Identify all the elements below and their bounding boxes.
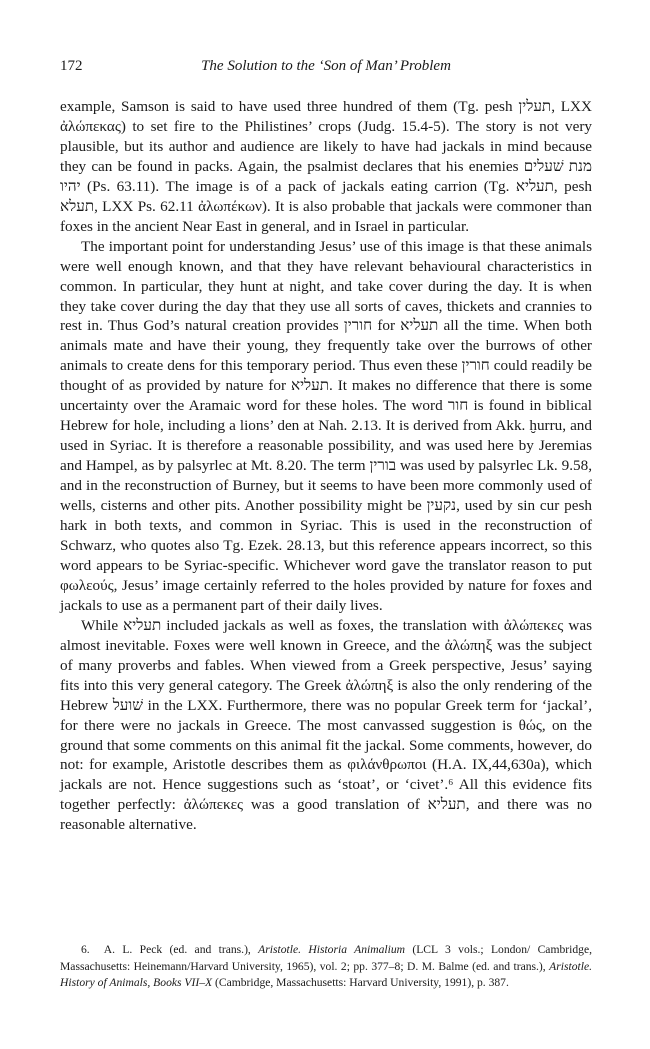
footnote-text-2: (LCL 3 vols.; London/ Cambridge, Massachusetts: Heinemann/Harvard University, 1965), vol. 2; pp. 377–8; D. M. Balme (ed. and trans.), [60,943,592,973]
body-text [60,97,592,835]
paragraph-2: The important point for understanding Jesus’ use of this image is that these animals were well enough known, and that they have relevant behavioural characteristics in common. In particular, they hunt at night, and take cover during the day. It is when they take cover during the day that they use all sorts of caves, thickets and crannies to rest in. Thus God’s natural creation provides חורין for תעליא all the time. When both animals mate and have their young, they frequently take over the burrows of other animals to create dens for this temporary period. Thus even these חורין could readily be thought of as provided by nature for תעליא. It makes no difference that there is some uncertainty over the Aramaic word for these holes. The word חור is found in biblical Hebrew for hole, including a lions’ den at Nah. 2.13. It is derived from Akk. ḫurru, and used in Syriac. It is therefore a reasonable possibility, and was used here by Jeremias and Hampel, as by palsyrlec at Mt. 8.20. The term בורין was used by palsyrlec Lk. 9.58, and in the reconstruction of Burney, but it seems to have been more commonly used of wells, cisterns and other pits. Another possibility might be נקעין, used by sin cur pesh hark in both texts, and common in Syriac. This is used in the reconstruction of Schwarz, who quotes also Tg. Ezek. 28.13, but this reference appears incorrect, so this word appears to be Syriac-specific. Whichever word gave the translator reason to put φωλεούς, Jesus’ image certainly referred to the holes provided by nature for foxes and jackals to use as a permanent part of their daily lives. [60,237,592,614]
page-number: 172 [60,58,83,74]
footnote-title-1: Aristotle. Historia Animalium [258,943,406,956]
footnote-text-3: (Cambridge, Massachusetts: Harvard University, 1991), p. 387. [212,976,509,990]
footnote-text-1: A. L. Peck (ed. and trans.), [103,943,259,956]
paragraph-3: While תעליא included jackals as well as foxes, the translation with ἀλώπεκες was almost inevitable. Foxes were well known in Greece, and the ἀλώπηξ was the subject of many proverbs and fables. When viewed from a Greek perspective, Jesus’ saying fits into this very general category. The Greek ἀλώπηξ is also the only rendering of the Hebrew שׁועל in the LXX. Furthermore, there was no popular Greek term for ‘jackal’, for there were no jackals in Greece. The most canvassed suggestion is θώς, on the ground that some comments on this animal fit the jackal. Some comments, however, do not: for example, Aristotle describes them as φιλάνθρωποι (H.A. IX,44,630a), which jackals are not. Hence suggestions such as ‘stoat’, or ‘civet’.⁶ All this evidence fits together perfectly: ἀλώπεκες was a good translation of תעליא, and there was no reasonable alternative. [60,616,592,834]
paragraph-1: example, Samson is said to have used three hundred of them (Tg. pesh תעלין, LXX ἀλώπεκας) to set fire to the Philistines’ crops (Judg. 15.4-5). The story is not very plausible, but its author and audience are likely to have had jackals in mind because they can be found in packs. Again, the psalmist declares that his enemies מנת שׁעלים יהיו (Ps. 63.11). The image is of a pack of jackals eating carrion (Tg. תעליא, pesh תעלא, LXX Ps. 62.11 ἀλωπέκων). It is also probable that jackals were commoner than foxes in the ancient Near East in general, and in Israel in particular. [60,98,592,235]
footnotes [60,942,592,992]
footnote-6 [60,942,592,992]
page-header [60,58,592,80]
footnote-number: 6. [81,943,90,956]
footnote-title-2: Aristotle. History of Animals, Books VII–X [60,959,592,990]
running-head: The Solution to the ‘Son of Man’ Problem [201,58,451,74]
